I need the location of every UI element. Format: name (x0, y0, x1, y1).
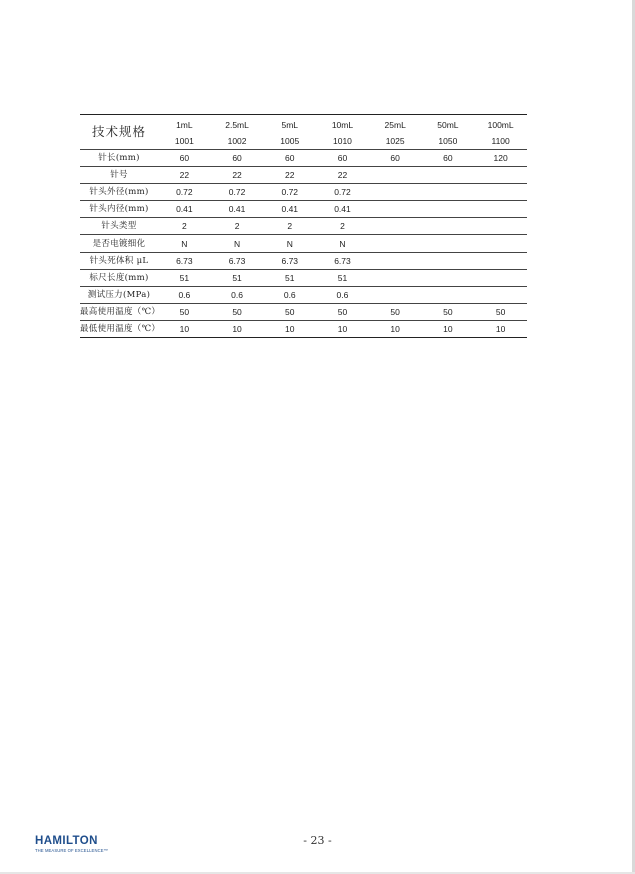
spec-cell: 2 (316, 218, 369, 235)
spec-row-label: 针长(mm) (80, 150, 158, 167)
logo-tagline: THE MEASURE OF EXCELLENCE™ (35, 848, 108, 853)
spec-cell: 60 (369, 150, 422, 167)
spec-table (80, 114, 527, 338)
spec-cell: 50 (316, 303, 369, 320)
spec-cell (369, 269, 422, 286)
spec-cell: 0.72 (316, 184, 369, 201)
spec-cell: 51 (158, 269, 211, 286)
spec-cell: 50 (263, 303, 316, 320)
volume-header: 25mL (369, 115, 422, 134)
spec-cell: 50 (422, 303, 475, 320)
logo-wordmark: HAMILTON (35, 835, 98, 847)
spec-cell: 6.73 (263, 252, 316, 269)
spec-cell: 51 (316, 269, 369, 286)
spec-cell (369, 167, 422, 184)
spec-cell: 0.6 (158, 286, 211, 303)
spec-cell: N (263, 235, 316, 252)
spec-cell: 22 (263, 167, 316, 184)
spec-cell: N (211, 235, 264, 252)
spec-row-label: 最低使用温度（℃） (80, 320, 158, 337)
spec-cell: 60 (316, 150, 369, 167)
page-number: - 23 - (303, 834, 332, 847)
spec-cell: 51 (211, 269, 264, 286)
spec-cell: 0.6 (316, 286, 369, 303)
spec-cell: 22 (316, 167, 369, 184)
spec-cell: 2 (158, 218, 211, 235)
spec-cell (422, 201, 475, 218)
spec-cell (474, 184, 527, 201)
spec-cell (369, 201, 422, 218)
spec-cell (422, 269, 475, 286)
spec-row-label: 针号 (80, 167, 158, 184)
spec-cell: 60 (263, 150, 316, 167)
spec-cell (422, 252, 475, 269)
spec-cell: 6.73 (316, 252, 369, 269)
spec-cell: 10 (474, 320, 527, 337)
spec-cell (474, 269, 527, 286)
spec-row (80, 184, 527, 201)
spec-cell: 0.6 (211, 286, 264, 303)
part-number: 1005 (263, 133, 316, 150)
spec-cell: 10 (422, 320, 475, 337)
spec-cell: N (158, 235, 211, 252)
spec-row (80, 286, 527, 303)
spec-cell: 10 (369, 320, 422, 337)
spec-cell: 60 (422, 150, 475, 167)
spec-cell: 22 (211, 167, 264, 184)
volume-header: 100mL (474, 115, 527, 134)
spec-row (80, 218, 527, 235)
spec-cell: 0.41 (211, 201, 264, 218)
volume-header: 2.5mL (211, 115, 264, 134)
part-number: 1050 (422, 133, 475, 150)
spec-row (80, 201, 527, 218)
spec-row (80, 167, 527, 184)
spec-cell: 120 (474, 150, 527, 167)
spec-cell: 0.6 (263, 286, 316, 303)
spec-row (80, 235, 527, 252)
spec-cell: 0.72 (263, 184, 316, 201)
volume-header: 1mL (158, 115, 211, 134)
spec-row-label: 测试压力(MPa) (80, 286, 158, 303)
spec-row (80, 252, 527, 269)
spec-cell: 0.72 (158, 184, 211, 201)
spec-cell: 2 (263, 218, 316, 235)
spec-cell (422, 184, 475, 201)
spec-cell (422, 167, 475, 184)
spec-row-label: 针头类型 (80, 218, 158, 235)
spec-cell: 51 (263, 269, 316, 286)
spec-cell (474, 201, 527, 218)
spec-row-label: 针头死体积 μL (80, 252, 158, 269)
spec-cell (474, 218, 527, 235)
spec-cell (369, 218, 422, 235)
spec-row (80, 269, 527, 286)
spec-row-label: 是否电镀细化 (80, 235, 158, 252)
spec-cell: 0.41 (316, 201, 369, 218)
spec-cell: 10 (158, 320, 211, 337)
spec-row-label: 针头内径(mm) (80, 201, 158, 218)
volume-header: 10mL (316, 115, 369, 134)
spec-cell (369, 184, 422, 201)
spec-cell: N (316, 235, 369, 252)
spec-row (80, 150, 527, 167)
spec-cell (422, 218, 475, 235)
spec-row-label: 最高使用温度（℃） (80, 303, 158, 320)
spec-cell: 10 (263, 320, 316, 337)
spec-cell: 2 (211, 218, 264, 235)
spec-cell: 6.73 (158, 252, 211, 269)
spec-cell: 10 (211, 320, 264, 337)
spec-row-label: 针头外径(mm) (80, 184, 158, 201)
spec-row-label: 标尺长度(mm) (80, 269, 158, 286)
spec-cell: 50 (474, 303, 527, 320)
spec-row (80, 320, 527, 337)
volume-header: 50mL (422, 115, 475, 134)
table-corner-label: 技术规格 (80, 115, 158, 150)
spec-cell (369, 235, 422, 252)
spec-cell (474, 167, 527, 184)
spec-cell (474, 235, 527, 252)
spec-row (80, 303, 527, 320)
part-number: 1002 (211, 133, 264, 150)
spec-cell: 60 (158, 150, 211, 167)
spec-cell (474, 286, 527, 303)
spec-cell: 50 (369, 303, 422, 320)
spec-cell (422, 286, 475, 303)
spec-cell (474, 252, 527, 269)
part-number: 1001 (158, 133, 211, 150)
volume-header: 5mL (263, 115, 316, 134)
part-number: 1010 (316, 133, 369, 150)
part-number: 1025 (369, 133, 422, 150)
spec-cell (369, 252, 422, 269)
spec-cell: 0.41 (158, 201, 211, 218)
spec-cell: 60 (211, 150, 264, 167)
spec-cell: 50 (158, 303, 211, 320)
part-number: 1100 (474, 133, 527, 150)
spec-cell: 10 (316, 320, 369, 337)
spec-cell: 50 (211, 303, 264, 320)
spec-cell (369, 286, 422, 303)
spec-cell: 6.73 (211, 252, 264, 269)
spec-cell (422, 235, 475, 252)
spec-cell: 22 (158, 167, 211, 184)
spec-cell: 0.72 (211, 184, 264, 201)
volume-header-row (80, 115, 527, 134)
spec-cell: 0.41 (263, 201, 316, 218)
